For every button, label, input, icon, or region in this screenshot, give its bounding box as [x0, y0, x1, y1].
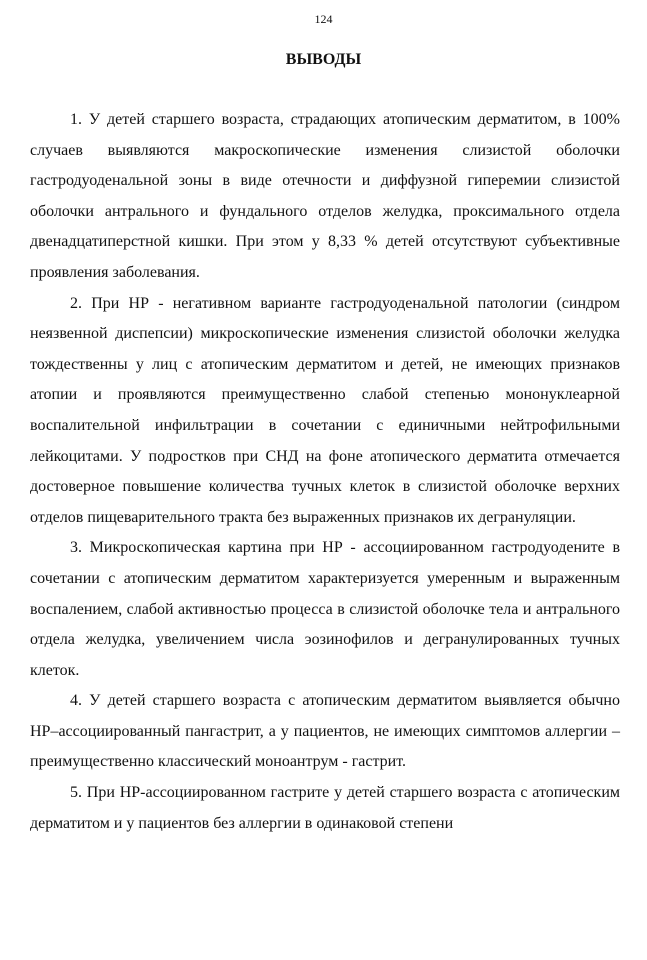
page-number: 124: [314, 12, 333, 26]
conclusions-list: [30, 105, 620, 839]
conclusion-paragraph-2: 2. При НР - негативном варианте гастродуоденальной патологии (синдром неязвенной диспепсии) микроскопические изменения слизистой оболочки желудка тождественны у лиц с атопическим дерматитом и детей, не имеющих признаков атопии и проявляются преимущественно слабой степенью мононуклеарной воспалительной инфильтрации в сочетании с единичными нейтрофильными лейкоцитами. У подростков при СНД на фоне атопического дерматита отмечается достоверное повышение количества тучных клеток в слизистой оболочке верхних отделов пищеварительного тракта без выраженных признаков их дегрануляции.: [30, 294, 620, 526]
section-title: ВЫВОДЫ: [285, 51, 362, 68]
conclusion-paragraph-5: 5. При НР-ассоциированном гастрите у детей старшего возраста с атопическим дерматитом и у пациентов без аллергии в одинаковой степени: [30, 784, 620, 832]
conclusion-paragraph-1: 1. У детей старшего возраста, страдающих атопическим дерматитом, в 100% случаев выявляются макроскопические изменения слизистой оболочки гастродуоденальной зоны в виде отечности и диффузной гиперемии слизистой оболочки антрального и фундального отделов желудка, проксимального отдела двенадцатиперстной кишки. При этом у 8,33 % детей отсутствуют субъективные проявления заболевания.: [30, 111, 620, 281]
conclusion-paragraph-4: 4. У детей старшего возраста с атопическим дерматитом выявляется обычно НР–ассоциированный пангастрит, а у пациентов, не имеющих симптомов аллергии – преимущественно классический моноантрум - гастрит.: [30, 692, 620, 771]
conclusion-paragraph-3: 3. Микроскопическая картина при НР - ассоциированном гастродуодените в сочетании с атопическим дерматитом характеризуется умеренным и выраженным воспалением, слабой активностью процесса в слизистой оболочке тела и антрального отдела желудка, увеличением числа эозинофилов и дегранулированных тучных клеток.: [30, 539, 620, 679]
